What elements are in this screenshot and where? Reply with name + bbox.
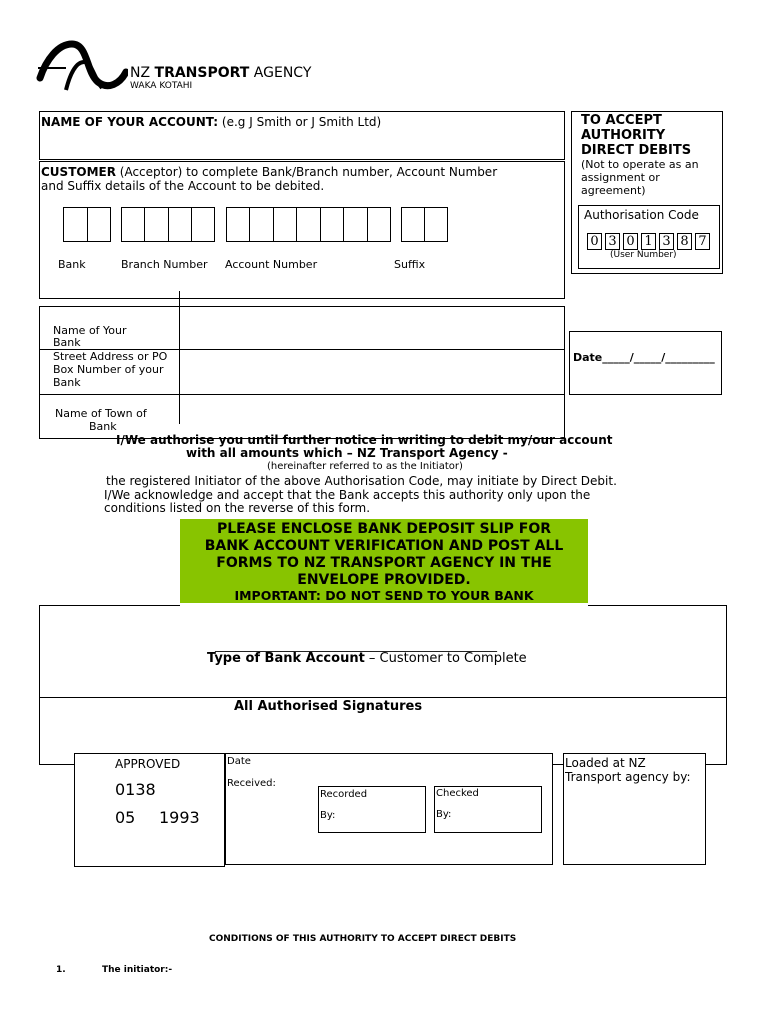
account-number-input[interactable] (226, 207, 391, 242)
loaded-label: Loaded at NZ (565, 756, 646, 770)
important-notice: IMPORTANT: DO NOT SEND TO YOUR BANK (234, 588, 534, 603)
bank-number-input[interactable] (63, 207, 111, 242)
authorise-text-5: conditions listed on the reverse of this form. (104, 501, 371, 515)
recorded-box[interactable] (318, 786, 426, 833)
checked-box[interactable] (434, 786, 542, 833)
bank-label: Bank (58, 258, 86, 271)
suffix-label: Suffix (394, 258, 426, 271)
code-digit: 1 (641, 233, 656, 250)
conditions-heading: CONDITIONS OF THIS AUTHORITY TO ACCEPT DIRECT DEBITS (209, 934, 517, 944)
bank-name-label-2: Bank (53, 336, 81, 349)
authority-title-2: AUTHORITY (581, 128, 666, 143)
authority-title: TO ACCEPT (581, 113, 662, 128)
enclose-deposit-slip-notice (180, 519, 588, 603)
customer-label: CUSTOMER (41, 165, 116, 179)
authority-title-3: DIRECT DEBITS (581, 143, 692, 158)
suffix-input[interactable] (401, 207, 448, 242)
account-name-label: NAME OF YOUR ACCOUNT: (41, 115, 219, 129)
customer-instructions: (Acceptor) to complete Bank/Branch number, Account Number (115, 165, 498, 179)
notice-line: BANK ACCOUNT VERIFICATION AND POST ALL (204, 538, 564, 554)
authorise-text-2: with all amounts which – NZ Transport Agency - (186, 446, 508, 460)
recorded-by-label: By: (320, 810, 336, 821)
code-digit: 0 (623, 233, 638, 250)
authority-note: (Not to operate as an (581, 158, 699, 171)
code-digit: 3 (605, 233, 620, 250)
authority-note-2: assignment or (581, 171, 660, 184)
condition-number: 1. (56, 965, 66, 975)
user-number-label: (User Number) (610, 250, 677, 260)
branch-number-input[interactable] (121, 207, 215, 242)
section-border (588, 605, 727, 606)
nzta-logo-icon (36, 38, 128, 96)
branch-label: Branch Number (121, 258, 208, 271)
checked-by-label: By: (436, 809, 452, 820)
account-name-field[interactable] (39, 111, 565, 160)
checked-label: Checked (436, 788, 479, 799)
authority-note-3: agreement) (581, 184, 646, 197)
notice-line: PLEASE ENCLOSE BANK DEPOSIT SLIP FOR (216, 521, 552, 537)
account-type-input[interactable]: _______________________________________________ (215, 638, 497, 652)
code-digit: 3 (659, 233, 674, 250)
authorisation-code-box (578, 205, 720, 269)
notice-line: ENVELOPE PROVIDED. (297, 572, 471, 588)
code-digit: 0 (587, 233, 602, 250)
authorisation-code (587, 230, 713, 250)
customer-instructions-2: and Suffix details of the Account to be debited. (41, 179, 325, 193)
logo-subtitle: WAKA KOTAHI (130, 81, 193, 91)
received-label: Received: (227, 778, 276, 789)
loaded-box (563, 753, 706, 865)
approved-year: 1993 (159, 808, 200, 827)
date-label: Date_____/_____/_________ (573, 351, 715, 364)
account-name-hint: (e.g J Smith or J Smith Ltd) (221, 115, 382, 129)
received-date-label: Date (227, 756, 251, 767)
code-digit: 8 (677, 233, 692, 250)
account-label: Account Number (225, 258, 318, 271)
code-digit: 7 (695, 233, 710, 250)
signature-divider (39, 697, 727, 698)
condition-text: The initiator:- (102, 965, 173, 975)
bank-name-input[interactable] (180, 310, 564, 348)
initiator-note: (hereinafter referred to as the Initiator) (267, 461, 463, 472)
account-type-label: Type of Bank Account – Customer to Complete (207, 651, 527, 666)
bank-town-input[interactable] (180, 396, 564, 438)
recorded-label: Recorded (320, 789, 368, 800)
bank-name-label: Name of Your (53, 324, 127, 337)
section-border (39, 605, 180, 606)
bank-address-input[interactable] (180, 351, 564, 393)
authorise-text-4: I/We acknowledge and accept that the Bank accepts this authority only upon the (104, 488, 591, 502)
approved-box (74, 753, 225, 867)
approved-code: 0138 (115, 780, 156, 799)
bank-town-label-2: Bank (89, 420, 117, 433)
bank-address-label-3: Bank (53, 376, 81, 389)
notice-line: FORMS TO NZ TRANSPORT AGENCY IN THE (216, 555, 552, 571)
signatures-label: All Authorised Signatures (234, 699, 423, 714)
date-field[interactable] (569, 331, 722, 395)
loaded-label-2: Transport agency by: (565, 770, 691, 784)
bank-address-label: Street Address or PO (53, 350, 168, 363)
bank-town-label: Name of Town of (55, 407, 147, 420)
authorisation-code-label: Authorisation Code (584, 208, 699, 222)
authorise-text-3: the registered Initiator of the above Authorisation Code, may initiate by Direct Debit. (106, 474, 617, 488)
logo-title: NZ TRANSPORT AGENCY (130, 65, 312, 81)
row-divider (39, 394, 565, 395)
approved-label: APPROVED (115, 757, 181, 771)
authorise-text: I/We authorise you until further notice in writing to debit my/our account (116, 433, 613, 447)
bank-address-label-2: Box Number of your (53, 363, 164, 376)
approved-month: 05 (115, 808, 136, 827)
